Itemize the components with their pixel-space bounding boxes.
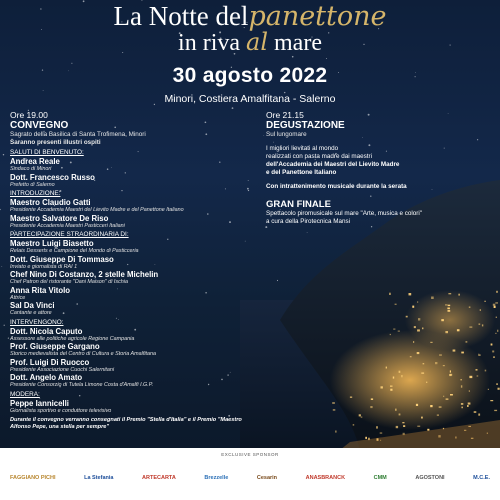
town-light [447, 308, 450, 310]
speaker-name: Chef Nino Di Costanzo, 2 stelle Michelin [10, 270, 159, 279]
speaker-role: Storico medievalista del Centro di Cultura e Storia Amalfitana [10, 351, 157, 357]
speaker-role: Sindaco di Minori [10, 166, 52, 172]
section-title: MODERA: [10, 390, 40, 398]
town-light [399, 371, 401, 373]
degustazione-desc: I migliori lievitati al mondo [266, 145, 339, 152]
star-dot [232, 107, 234, 109]
degustazione-desc: dell'Accademia dei Maestri del Lievito Madre [266, 161, 400, 168]
town-light [466, 341, 468, 342]
town-light [350, 397, 352, 398]
speaker-name: Dott. Francesco Russo [10, 172, 95, 182]
town-light [479, 355, 480, 356]
town-light [461, 403, 463, 405]
speaker-role: Cantante e attore [10, 310, 52, 316]
town-light [494, 306, 496, 308]
event-date: 30 agosto 2022 [172, 64, 328, 87]
speaker-name: Maestro Claudio Gatti [10, 198, 91, 207]
town-light [418, 318, 420, 320]
sponsor-logo: M.C.E. [473, 475, 490, 481]
convegno-guests: Saranno presenti illustri ospiti [10, 139, 101, 146]
town-light [409, 293, 412, 295]
town-light [430, 405, 432, 407]
town-light [406, 316, 408, 318]
town-light [496, 291, 497, 293]
speaker-name: Peppe Iannicelli [10, 398, 69, 408]
town-light [495, 333, 496, 334]
town-light [445, 304, 448, 305]
degustazione-column [266, 110, 491, 226]
degustazione-heading: DEGUSTAZIONE [266, 120, 345, 131]
town-light [478, 414, 480, 416]
town-light [492, 351, 494, 353]
town-light [437, 415, 439, 416]
town-light [359, 414, 361, 416]
convegno-time: Ore 19.00 [10, 110, 48, 120]
town-light [491, 344, 493, 346]
town-light [443, 396, 444, 397]
town-light [497, 330, 498, 332]
title-script-word: panettone [248, 1, 387, 32]
town-light [335, 431, 337, 433]
town-light [381, 386, 383, 388]
star-dot [43, 90, 44, 91]
town-light [458, 294, 460, 296]
town-light [427, 429, 429, 431]
town-light [393, 329, 395, 330]
town-light [390, 334, 391, 335]
event-location: Minori, Costiera Amalfitana - Salerno [164, 93, 336, 105]
town-light [413, 341, 414, 343]
town-light [361, 417, 363, 418]
sponsor-bar [0, 448, 500, 500]
town-light [469, 390, 470, 391]
sponsor-logo: ANASBRANCK [305, 475, 346, 481]
town-light [399, 414, 401, 416]
convegno-heading: CONVEGNO [10, 120, 69, 131]
section-title: INTRODUZIONE: [10, 190, 61, 197]
town-light [417, 301, 418, 302]
speaker-name: Andrea Reale [10, 157, 60, 166]
title-text: mare [274, 30, 322, 56]
town-light [493, 356, 494, 358]
degustazione-desc: e del Panettone Italiano [266, 169, 337, 176]
town-light [461, 379, 462, 380]
town-light [469, 376, 472, 378]
town-light [448, 310, 451, 312]
gran-finale-heading: GRAN FINALE [266, 199, 331, 210]
town-light [453, 350, 456, 352]
town-light [450, 394, 453, 396]
speaker-role: Relais Desserts e Campione del Mondo di Pasticceria [10, 248, 139, 254]
town-light [396, 426, 398, 428]
speaker-role: Giornalista sportivo e conduttore televisivo [10, 407, 112, 414]
star-dot [8, 338, 9, 339]
speaker-role: Presidente Accademia Maestri Pasticceri Italiani [10, 222, 125, 229]
sponsor-logo: Brezzelle [204, 475, 229, 481]
town-light [450, 370, 451, 372]
convegno-venue: Sagrato della Basilica di Santa Trofimena, Minori [10, 131, 146, 138]
speaker-name: Dott. Nicola Caputo [10, 326, 83, 336]
town-light [421, 372, 424, 374]
town-light [480, 309, 481, 310]
town-light [478, 354, 479, 356]
town-light [412, 306, 414, 308]
town-light [398, 331, 400, 332]
speaker-name: Dott. Angelo Amato [10, 373, 83, 382]
town-light [496, 317, 497, 318]
speaker-name: Maestro Luigi Biasetto [10, 239, 94, 248]
star-dot [326, 58, 327, 59]
convegno-column [10, 110, 260, 431]
town-light [467, 405, 469, 407]
town-light [371, 398, 373, 400]
section-title: SALUTI DI BENVENUTO: [10, 149, 84, 156]
gran-finale-desc: a cura della Pirotecnica Mansi [266, 218, 350, 225]
town-light [423, 363, 425, 364]
town-light [416, 404, 418, 406]
speaker-name: Anna Rita Vitolo [10, 285, 71, 295]
town-light [476, 369, 478, 370]
speaker-role: Presidente Consorzio di Tutela Limone Costa d'Amalfi I.G.P. [10, 382, 154, 388]
speaker-name: Prof. Luigi Di Ruocco [10, 357, 90, 367]
section-title: PARTECIPAZIONE STRAORDINARIA DI: [10, 231, 129, 238]
town-light [448, 293, 451, 294]
town-light [431, 297, 434, 300]
town-light [389, 293, 391, 295]
section-title: INTERVENGONO: [10, 318, 64, 326]
town-light [462, 407, 463, 409]
convegno-sections [10, 149, 260, 414]
music-note: Con intrattenimento musicale durante la serata [266, 183, 407, 190]
town-light [426, 382, 427, 383]
town-light [461, 352, 464, 354]
town-light [435, 362, 437, 364]
town-light [353, 424, 355, 426]
star-dot [4, 325, 5, 326]
town-light [498, 388, 500, 390]
star-dot [263, 135, 264, 136]
town-light [445, 331, 448, 333]
degustazione-time: Ore 21.15 [266, 110, 304, 120]
town-light [386, 367, 387, 369]
town-light [417, 329, 420, 331]
town-light [417, 426, 420, 427]
star-dot [3, 154, 4, 155]
town-light [403, 425, 405, 427]
sponsor-logo: Cesarin [256, 475, 278, 481]
town-light [493, 304, 496, 306]
town-light [333, 409, 336, 410]
town-light [448, 305, 451, 306]
town-light [332, 402, 335, 404]
town-light [401, 375, 402, 377]
town-light [449, 374, 451, 376]
speaker-role: Assessore alle politiche agricole Regione Campania [10, 335, 135, 342]
title-script-word: al [246, 28, 268, 56]
town-light [422, 328, 423, 330]
speaker-role: Prefetto di Salerno [10, 181, 55, 188]
town-light [469, 307, 471, 308]
sponsor-logo: AGOSTONI [415, 475, 445, 481]
town-light [488, 389, 489, 390]
degustazione-desc: realizzati con pasta madre dai maestri [266, 153, 373, 160]
town-light [430, 342, 432, 343]
town-light [485, 370, 487, 372]
town-light [376, 426, 377, 428]
town-light [441, 319, 444, 321]
sponsor-logos [10, 462, 490, 494]
title-text: in riva [178, 30, 241, 56]
award-note: Durante il convegno verranno consegnati il Premio "Stella d'Italia" e il Premio "Maestro Alfonso Pepe, una stella per sempre" [10, 417, 242, 430]
speaker-role: Presidente Associazione Cuochi Salernitani [10, 366, 115, 373]
sponsor-logo: ARTECARTA [142, 475, 176, 481]
poster-title [0, 2, 500, 54]
title-text: La Notte del [113, 1, 249, 31]
town-light [365, 437, 367, 439]
sponsor-logo: CMM [373, 475, 387, 481]
degustazione-venue: Sul lungomare [266, 131, 307, 138]
town-light [439, 407, 442, 408]
town-light [479, 324, 481, 325]
town-light [443, 365, 445, 366]
town-light [468, 403, 471, 405]
town-light [484, 301, 485, 302]
town-light [395, 304, 397, 305]
town-light [402, 422, 404, 423]
town-light [410, 356, 412, 357]
town-light [469, 327, 472, 328]
town-light [390, 389, 392, 391]
town-light [494, 410, 497, 411]
speaker-role: Presidente Accademia Maestri del Lievito Madre e del Panettone Italiano [10, 207, 184, 213]
town-light [380, 433, 383, 434]
speaker-name: Sal Da Vinci [10, 301, 55, 310]
town-light [446, 398, 449, 400]
town-light [417, 352, 420, 354]
town-light [461, 385, 462, 387]
gran-finale-desc: Spettacolo piromusicale sul mare "Arte, musica e colori" [266, 210, 423, 217]
town-light [370, 406, 372, 408]
sponsor-label: EXCLUSIVE SPONSOR [221, 452, 279, 457]
speaker-name: Dott. Giuseppe Di Tommaso [10, 254, 114, 264]
town-light [390, 386, 393, 387]
speaker-role: Inviato e giornalista di RAI 1 [10, 263, 78, 270]
town-light [395, 409, 396, 411]
speaker-name: Prof. Giuseppe Gargano [10, 342, 100, 351]
town-light [474, 411, 477, 413]
speaker-role: Attrice [10, 294, 26, 301]
town-light [439, 354, 442, 355]
town-light [414, 326, 416, 328]
town-light [495, 302, 498, 303]
star-dot [292, 56, 294, 58]
town-light [482, 324, 483, 326]
town-light [477, 375, 479, 376]
speaker-name: Maestro Salvatore De Riso [10, 213, 109, 223]
sponsor-logo: FAGGIANO PICHI [10, 475, 56, 481]
sponsor-logo: La Stefania [84, 475, 114, 481]
star-dot [0, 209, 1, 210]
town-light [457, 329, 460, 331]
town-light [490, 400, 493, 401]
town-light [496, 383, 498, 384]
town-light [421, 417, 423, 419]
speaker-role: Chef Patron del ristorante "Dani Maison" di Ischia [10, 279, 128, 285]
town-light [393, 377, 394, 379]
star-dot [1, 266, 2, 267]
